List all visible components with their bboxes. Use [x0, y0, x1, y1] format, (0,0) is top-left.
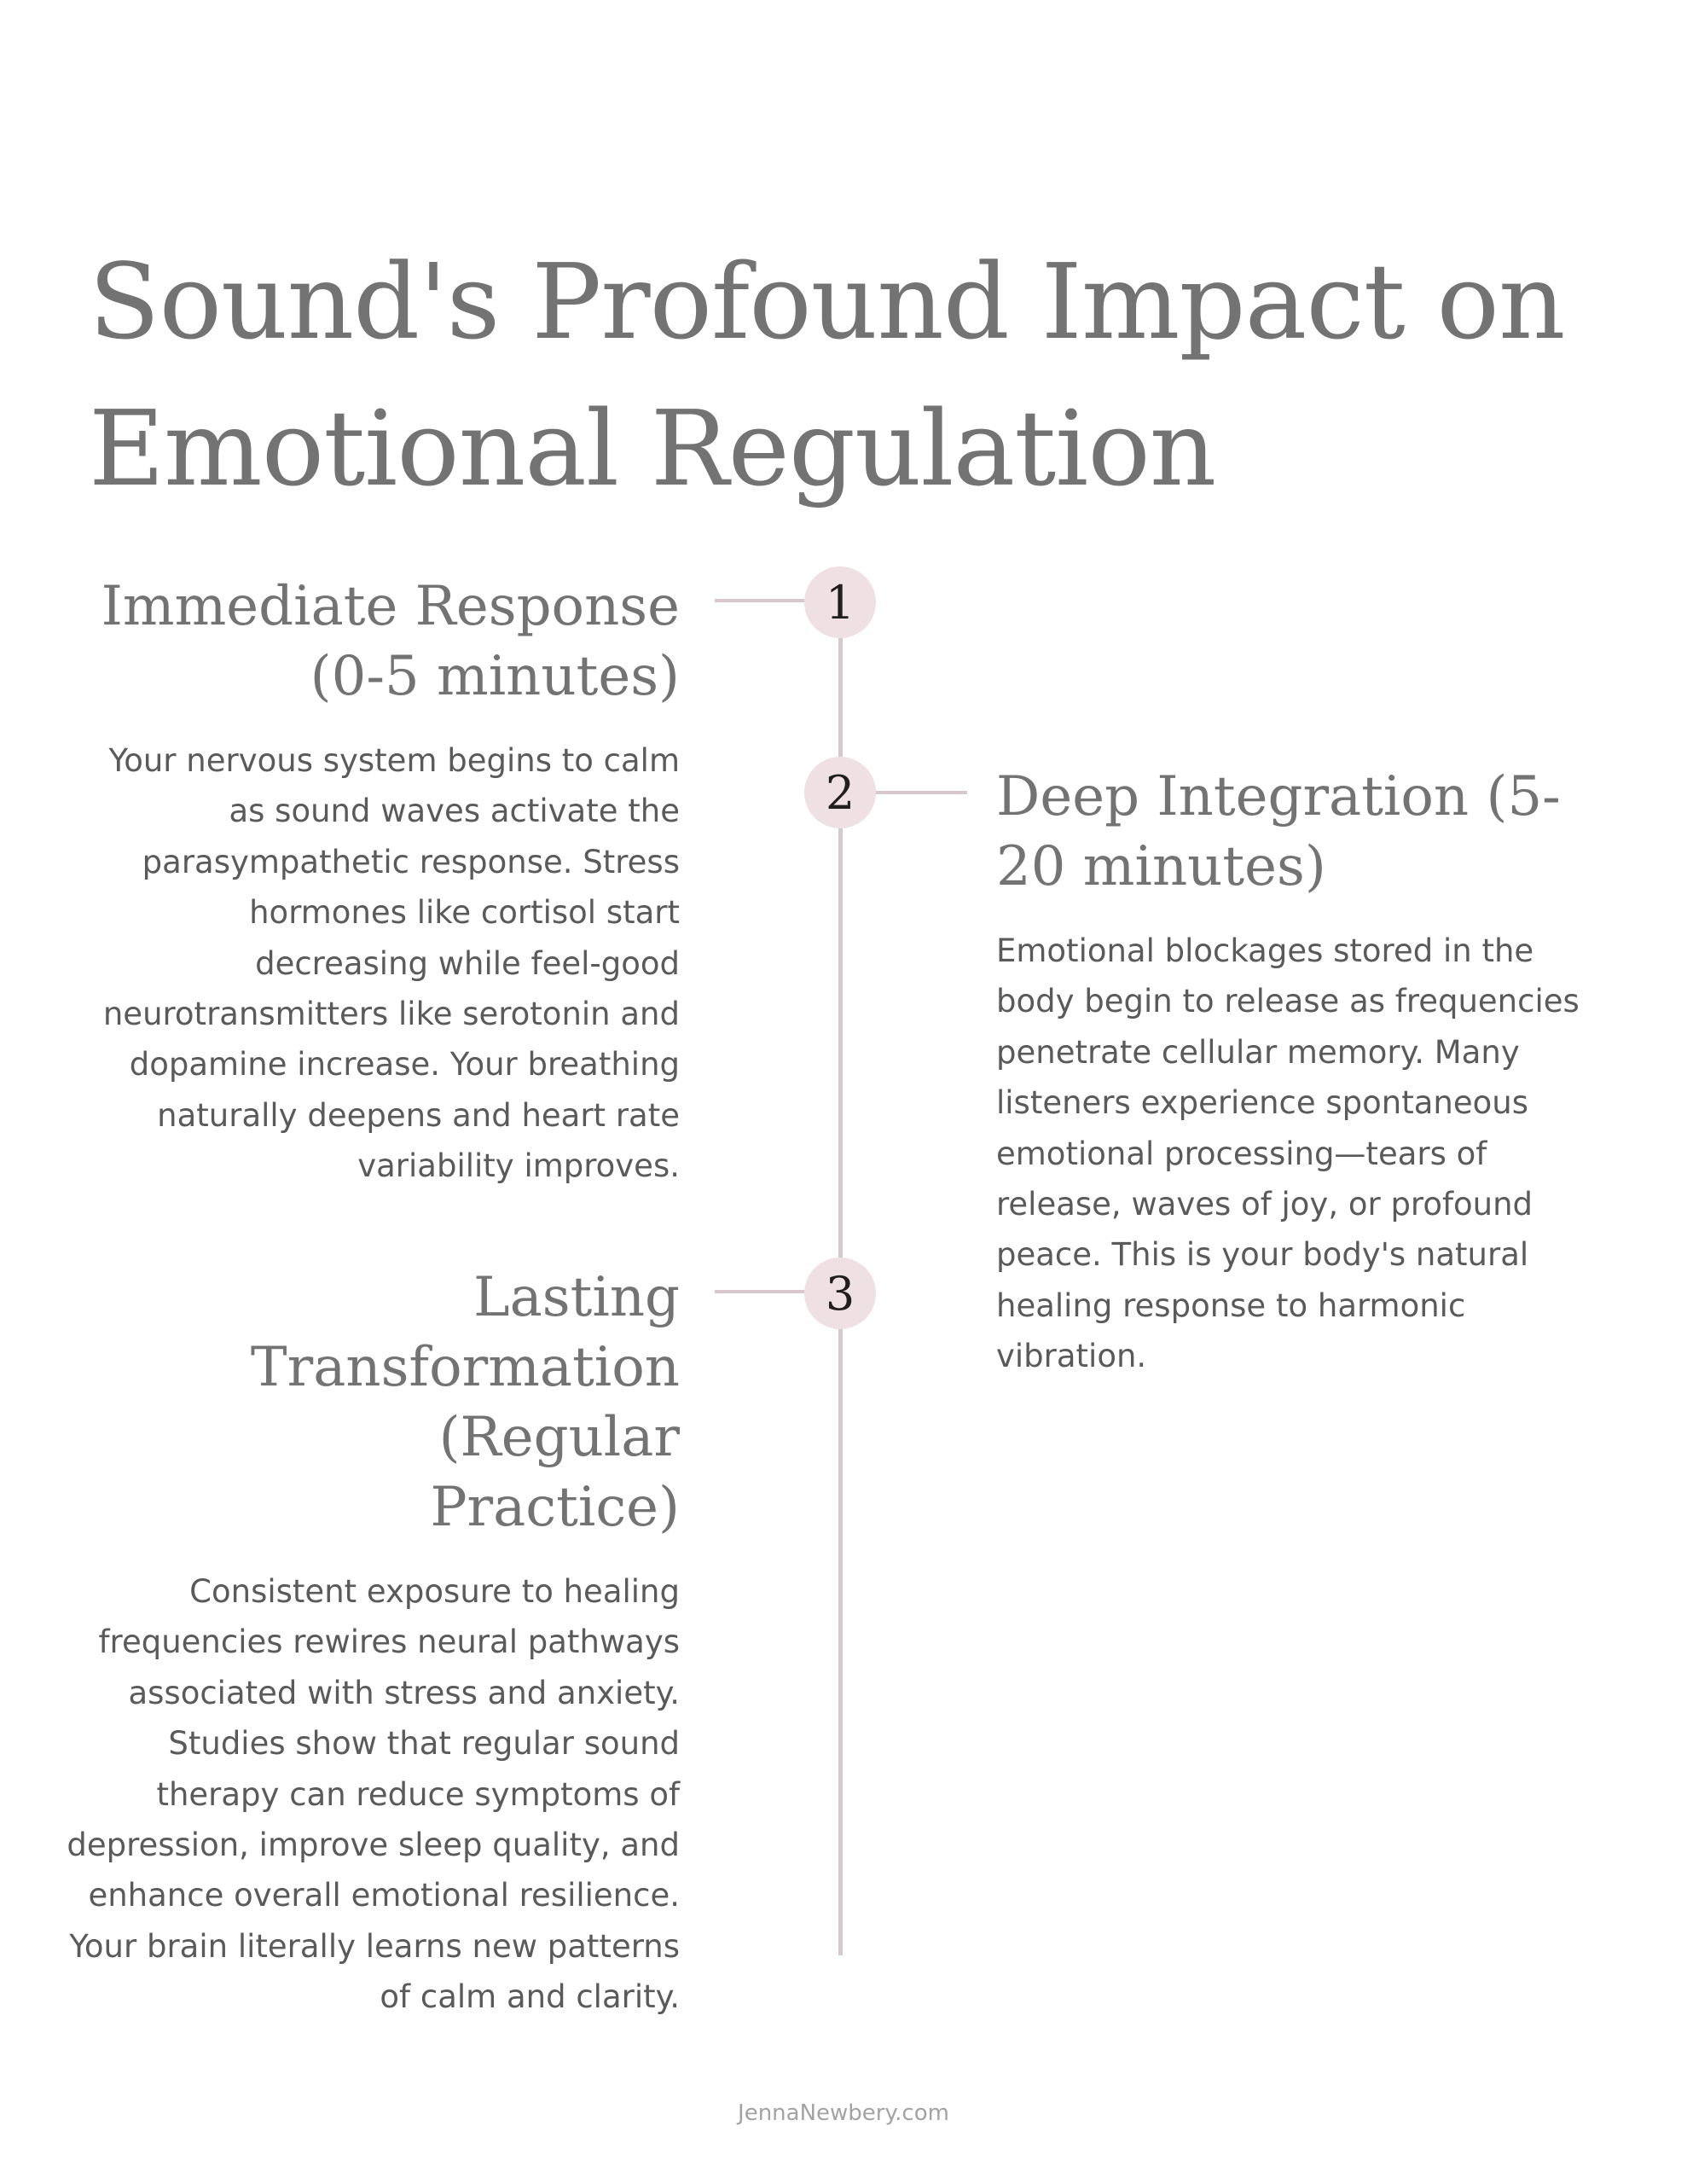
timeline-connector-2 — [873, 791, 967, 794]
step-2 — [996, 762, 1610, 1382]
step-1 — [83, 572, 680, 1192]
timeline-connector-1 — [715, 599, 809, 602]
timeline-connector-3 — [715, 1290, 809, 1293]
step-number-badge-1: 1 — [804, 566, 876, 638]
step-number-badge-3: 3 — [804, 1258, 876, 1329]
step-3-heading: Lasting Transformation (Regular Practice) — [250, 1266, 680, 1539]
step-1-heading: Immediate Response (0-5 minutes) — [101, 575, 680, 708]
footer-website: JennaNewbery.com — [738, 2100, 949, 2126]
step-3-body: Consistent exposure to healing frequencies rewires neural pathways associated with stress and anxiety. Studies show that regular sound therapy can reduce symptoms of depression, improve sleep quality, and enhance overall emotional resilience. Your brain literally learns new patterns of calm and clarity. — [67, 1573, 680, 2016]
step-2-body: Emotional blockages stored in the body begin to release as frequencies penetrate cellular memory. Many listeners experience spontaneous emotional processing—tears of release, waves of joy, or profound peace. This is your body's natural healing response to harmonic vibration. — [996, 932, 1580, 1375]
step-1-body: Your nervous system begins to calm as sound waves activate the parasympathetic response. Stress hormones like cortisol start decreasing while feel-good neurotransmitters like serotonin and dopamine increase. Your breathing naturally deepens and heart rate variability improves. — [102, 742, 680, 1185]
step-2-heading: Deep Integration (5-20 minutes) — [996, 765, 1561, 898]
page-title: Sound's Profound Impact on Emotional Regulation — [89, 241, 1565, 509]
step-number-badge-2: 2 — [804, 757, 876, 828]
step-3 — [67, 1263, 680, 2023]
